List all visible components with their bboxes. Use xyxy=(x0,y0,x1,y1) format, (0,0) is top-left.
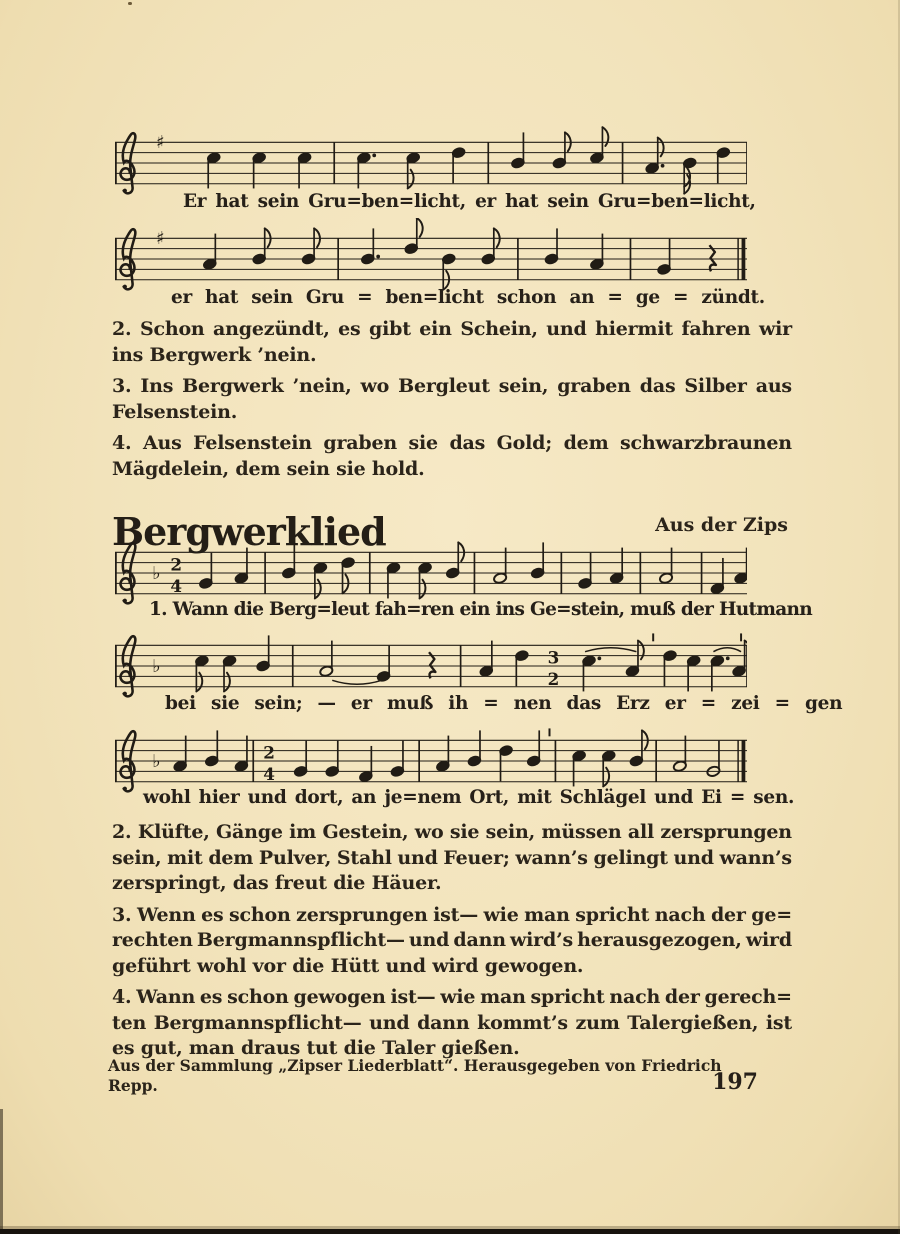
song2-verses xyxy=(112,820,792,1068)
svg-text:4: 4 xyxy=(170,575,183,596)
svg-text:♭: ♭ xyxy=(152,656,161,677)
verse xyxy=(112,985,792,1062)
verse-line: Mägdelein, dem sein sie hold. xyxy=(112,457,425,480)
lyrics-line: bei sie sein; — er muß ih = nen das Erz er = zei = gen xyxy=(165,693,843,714)
verse-line: 2. Schon angezündt, es gibt ein Schein, und hiermit fahren wir xyxy=(112,318,792,340)
verse xyxy=(112,374,792,425)
song-title: Bergwerklied xyxy=(112,509,386,555)
page-number: 197 xyxy=(712,1069,758,1095)
verse-line: es gut, man draus tut die Taler gießen. xyxy=(112,1037,520,1059)
verse xyxy=(112,431,792,482)
svg-text:4: 4 xyxy=(263,763,275,784)
lyrics-line: er hat sein Gru = ben=licht schon an = ge = zündt. xyxy=(171,287,765,308)
lyrics-line: wohl hier und dort, an je=nem Ort, mit Schlägel und Ei = sen. xyxy=(143,787,795,808)
svg-text:2: 2 xyxy=(170,554,183,575)
svg-text:2: 2 xyxy=(263,742,275,763)
verse-line: 3. Ins Bergwerk ’nein, wo Bergleut sein, graben das Silber aus xyxy=(112,375,792,397)
verse xyxy=(112,820,792,897)
source-note: Aus der Sammlung „Zipser Liederblatt“. Herausgegeben von Friedrich Repp. xyxy=(108,1056,722,1095)
verse-line: zerspringt, das freut die Häuer. xyxy=(112,872,442,894)
verse-line: sein, mit dem Pulver, Stahl und Feuer; wann’s gelingt und wann’s xyxy=(112,846,792,869)
scan-edge-bottom xyxy=(0,1229,900,1234)
lyrics-line: 1. Wann die Berg=leut fah=ren ein ins Ge=stein, muß der Hutmann xyxy=(149,599,812,620)
svg-text:♭: ♭ xyxy=(152,563,161,584)
svg-text:2: 2 xyxy=(547,668,560,689)
svg-text:♭: ♭ xyxy=(152,751,161,772)
verse xyxy=(112,317,792,368)
song-origin: Aus der Zips xyxy=(655,514,788,536)
lyrics-line: Er hat sein Gru=ben=licht, er hat sein Gru=ben=licht, xyxy=(183,191,756,212)
verse-line: geführt wohl vor die Hütt und wird gewogen. xyxy=(112,954,584,977)
svg-text:♯: ♯ xyxy=(156,229,165,250)
song1-verses xyxy=(112,317,792,488)
svg-text:3: 3 xyxy=(547,647,560,668)
verse-line: Felsenstein. xyxy=(112,400,238,423)
verse-line: 4. Aus Felsenstein graben sie das Gold; dem schwarzbraunen xyxy=(112,432,792,454)
verse-line: rechten Bergmannspflicht— und dann wird’s herausgezogen, wird xyxy=(112,929,792,951)
svg-text:♯: ♯ xyxy=(156,133,165,154)
verse-line: ins Bergwerk ’nein. xyxy=(112,343,317,366)
verse-line: 2. Klüfte, Gänge im Gestein, wo sie sein, müssen all zersprungen xyxy=(112,821,792,843)
verse-line: 4. Wann es schon gewogen ist— wie man spricht nach der gerech= xyxy=(112,986,792,1008)
verse-line: 3. Wenn es schon zersprungen ist— wie man spricht nach der ge= xyxy=(112,903,792,926)
scan-speck xyxy=(128,2,132,5)
verse xyxy=(112,903,792,980)
scan-edge-left xyxy=(0,1109,3,1229)
verse-line: ten Bergmannspflicht— und dann kommt’s zum Talergießen, ist xyxy=(112,1011,792,1034)
